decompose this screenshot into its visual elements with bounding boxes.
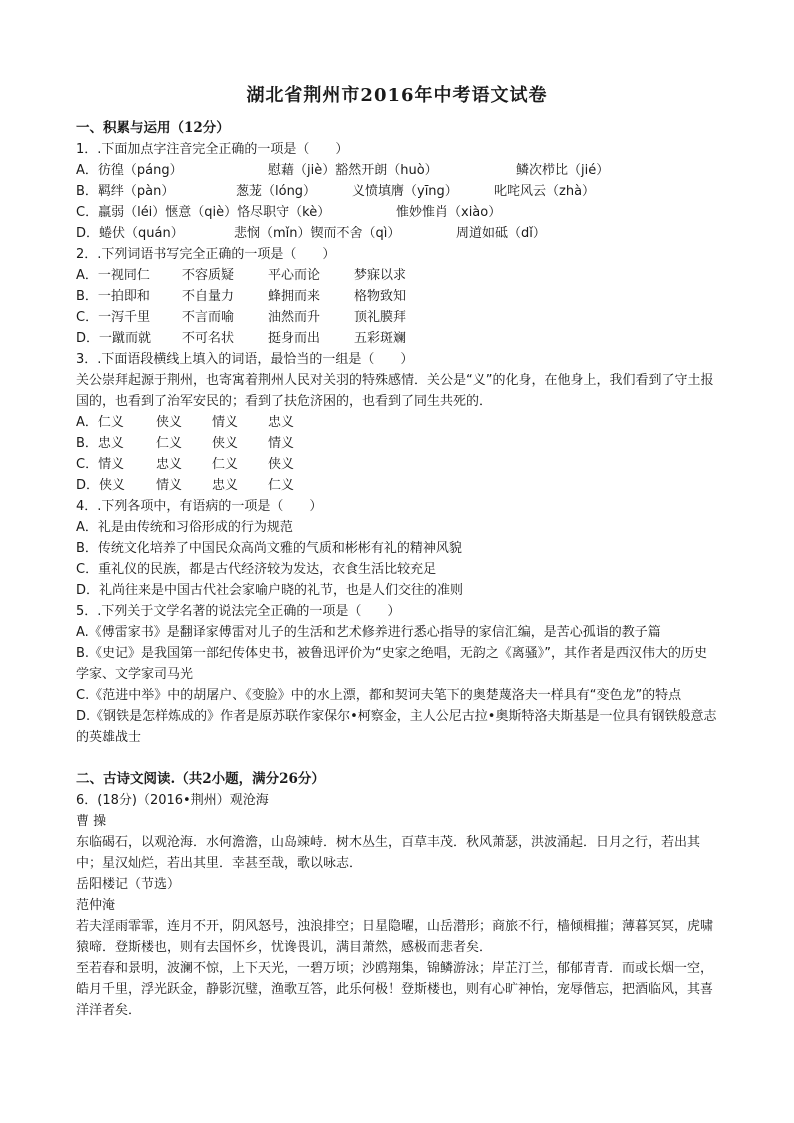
q3-d-3: 忠义	[212, 478, 239, 493]
q2-c-word3: 油然而升	[268, 310, 321, 325]
q2-d-word3: 挺身而出	[268, 331, 321, 346]
q4-option-a: A．礼是由传统和习俗形成的行为规范	[76, 520, 293, 535]
q1-c-part1: C．羸弱（léi）惬意（qiè）恪尽职守（kè）	[76, 205, 331, 220]
q3-d-4: 仁义	[268, 478, 295, 493]
section-1-heading: 一、积累与运用（12分）	[76, 120, 230, 136]
q6-stem: 6．(18分)（2016•荆州）观沧海	[76, 793, 269, 808]
q1-option-b	[76, 181, 720, 202]
q3-a-1: A．仁义	[76, 415, 124, 430]
q4-option-b: B．传统文化培养了中国民众高尚文雅的气质和彬彬有礼的精神风貌	[76, 541, 462, 556]
q1-a-part3: 鳞次栉比（jié）	[516, 163, 610, 178]
q2-a-word2: 不容质疑	[182, 268, 235, 283]
q3-b-4: 情义	[268, 436, 295, 451]
q3-a-4: 忠义	[268, 415, 295, 430]
section-spacer	[76, 748, 720, 769]
q1-d-part2: 悲悯（mǐn）锲而不舍（qì）	[234, 226, 401, 241]
q3-c-1: C．情义	[76, 457, 125, 472]
q3-option-b	[76, 433, 720, 454]
prose-title: 岳阳楼记（节选）	[76, 877, 181, 892]
q3-passage: 关公崇拜起源于荆州，也寄寓着荆州人民对关羽的特殊感情．关公是“义”的化身，在他身上，我们看到了守土报国的，也看到了治军安民的；看到了扶危济困的，也看到了同生共死的．	[76, 373, 714, 409]
q2-d-word2: 不可名状	[182, 331, 235, 346]
q2-c-word1: C．一泻千里	[76, 310, 151, 325]
q1-b-part1: B．羁绊（pàn）	[76, 184, 175, 199]
q3-option-d	[76, 475, 720, 496]
q3-c-4: 侠义	[268, 457, 295, 472]
q3-b-1: B．忠义	[76, 436, 124, 451]
q1-d-part1: D．蜷伏（quán）	[76, 226, 184, 241]
q2-b-word3: 蜂拥而来	[268, 289, 321, 304]
prose-author: 范仲淹	[76, 898, 116, 913]
q3-a-2: 侠义	[156, 415, 183, 430]
q3-a-3: 情义	[212, 415, 239, 430]
q1-a-part1: A．彷徨（páng）	[76, 163, 183, 178]
q3-stem: 3．.下面语段横线上填入的词语，最恰当的一组是（ ）	[76, 352, 414, 367]
q5-stem: 5．.下列关于文学名著的说法完全正确的一项是（ ）	[76, 604, 401, 619]
q4-stem: 4．.下列各项中，有语病的一项是（ ）	[76, 499, 323, 514]
q2-d-word4: 五彩斑斓	[354, 331, 407, 346]
q1-option-a	[76, 160, 720, 181]
q2-b-word1: B．一拍即和	[76, 289, 150, 304]
q2-a-word1: A．一视同仁	[76, 268, 150, 283]
q1-stem: 1．.下面加点字注音完全正确的一项是（ ）	[76, 142, 349, 157]
q3-c-2: 忠义	[156, 457, 183, 472]
q4-option-c: C．重礼仪的民族，都是古代经济较为发达，衣食生活比较充足	[76, 562, 437, 577]
q2-option-b	[76, 286, 720, 307]
q1-option-d	[76, 223, 720, 244]
exam-body	[76, 118, 720, 1021]
q3-d-2: 情义	[156, 478, 183, 493]
q1-c-part2: 惟妙惟肖（xiào）	[396, 205, 502, 220]
q1-b-part2: 葱茏（lóng）	[236, 184, 317, 199]
q5-option-d: D.《钢铁是怎样炼成的》作者是原苏联作家保尔•柯察金，主人公尼古拉•奥斯特洛夫斯基是一位具有钢铁般意志的英雄战士	[76, 709, 717, 745]
q2-a-word4: 梦寐以求	[354, 268, 407, 283]
q2-option-c	[76, 307, 720, 328]
q3-c-3: 仁义	[212, 457, 239, 472]
q2-c-word2: 不言而喻	[182, 310, 235, 325]
q3-d-1: D．侠义	[76, 478, 126, 493]
poem-author: 曹 操	[76, 814, 107, 829]
section-2-heading: 二、古诗文阅读.（共2小题，满分26分）	[76, 771, 325, 787]
q1-b-part4: 叱咤风云（zhà）	[494, 184, 596, 199]
q3-option-c	[76, 454, 720, 475]
q3-option-a	[76, 412, 720, 433]
q2-option-d	[76, 328, 720, 349]
q1-b-part3: 义愤填膺（yīng）	[352, 184, 458, 199]
exam-title: 湖北省荆州市2016年中考语文试卷	[246, 85, 548, 106]
poem-text: 东临碣石，以观沧海．水何澹澹，山岛竦峙．树木丛生，百草丰茂．秋风萧瑟，洪波涌起．日月之行，若出其中；星汉灿烂，若出其里．幸甚至哉，歌以咏志．	[76, 835, 701, 871]
q2-c-word4: 顶礼膜拜	[354, 310, 407, 325]
q5-option-c: C.《范进中举》中的胡屠户、《变脸》中的水上漂，都和契诃夫笔下的奥楚蔑洛夫一样具有“变色龙”的特点	[76, 688, 682, 703]
q4-option-d: D．礼尚往来是中国古代社会家喻户晓的礼节，也是人们交往的准则	[76, 583, 464, 598]
q1-d-part3: 周道如砥（dǐ）	[456, 226, 546, 241]
q3-b-3: 侠义	[212, 436, 239, 451]
q1-option-c	[76, 202, 720, 223]
q5-option-b: B.《史记》是我国第一部纪传体史书，被鲁迅评价为“史家之绝唱，无韵之《离骚》”，其作者是西汉伟大的历史学家、文学家司马光	[76, 646, 708, 682]
q2-a-word3: 平心而论	[268, 268, 321, 283]
q5-option-a: A.《傅雷家书》是翻译家傅雷对儿子的生活和艺术修养进行悉心指导的家信汇编，是苦心孤诣的教子篇	[76, 625, 661, 640]
q2-b-word4: 格物致知	[354, 289, 407, 304]
prose-paragraph-2: 至若春和景明，波澜不惊，上下天光，一碧万顷；沙鸥翔集，锦鳞游泳；岸芷汀兰，郁郁青青．而或长烟一空，皓月千里，浮光跃金，静影沉璧，渔歌互答，此乐何极！登斯楼也，则有心旷神怡，宠辱偕忘，把酒临风，其喜洋洋者矣．	[76, 961, 714, 1018]
q2-option-a	[76, 265, 720, 286]
q2-b-word2: 不自量力	[182, 289, 235, 304]
q2-stem: 2．.下列词语书写完全正确的一项是（ ）	[76, 247, 336, 262]
q3-b-2: 仁义	[156, 436, 183, 451]
prose-paragraph-1: 若夫淫雨霏霏，连月不开，阴风怒号，浊浪排空；日星隐曜，山岳潜形；商旅不行，樯倾楫摧；薄暮冥冥，虎啸猿啼．登斯楼也，则有去国怀乡，忧谗畏讥，满目萧然，感极而悲者矣．	[76, 919, 714, 955]
q2-d-word1: D．一蹴而就	[76, 331, 152, 346]
q1-a-part2: 慰藉（jiè）豁然开朗（huò）	[268, 163, 438, 178]
